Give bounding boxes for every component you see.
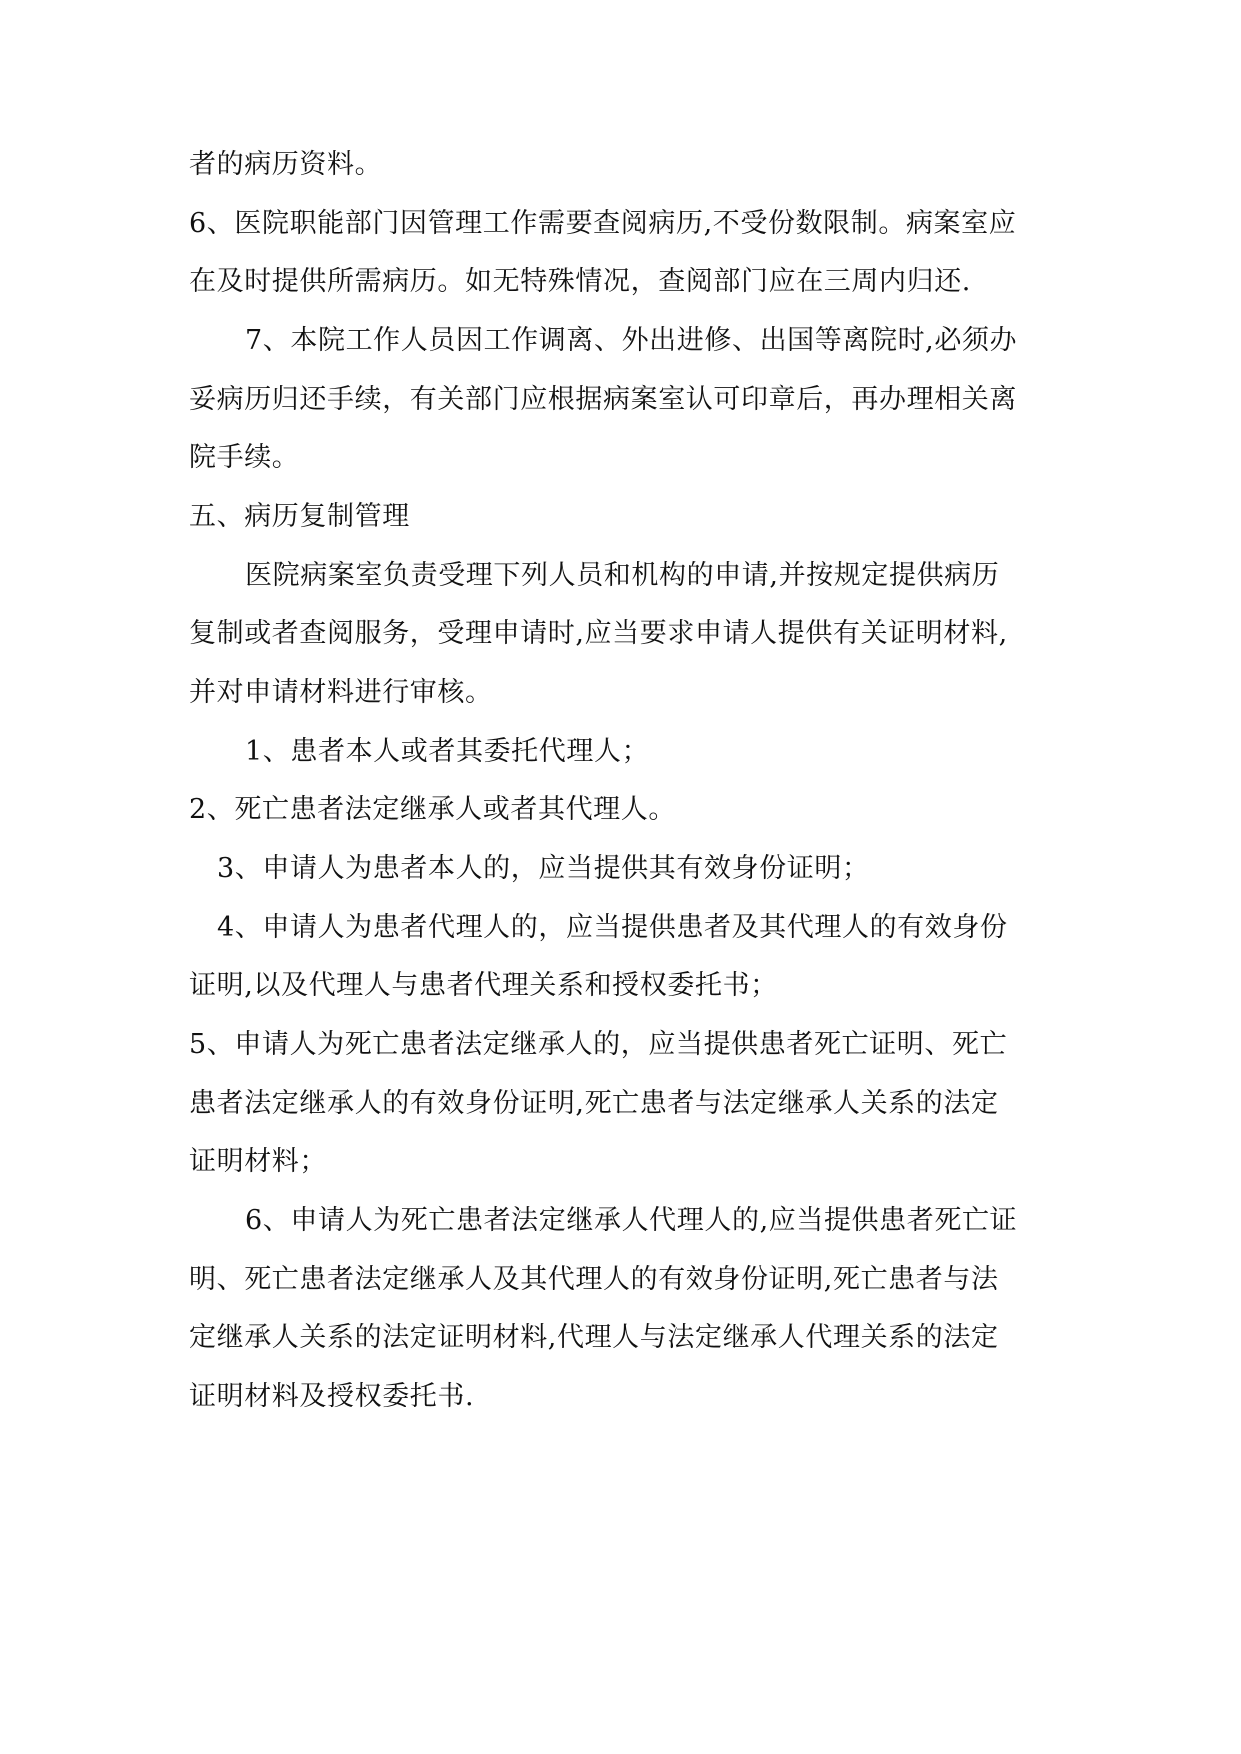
text-line: 定继承人关系的法定证明材料,代理人与法定继承人代理关系的法定 bbox=[189, 1322, 999, 1353]
text-line: 7、本院工作人员因工作调离、外出进修、出国等离院时,必须办 bbox=[245, 325, 1018, 356]
text-line: 3、申请人为患者本人的，应当提供其有效身份证明； bbox=[217, 853, 870, 884]
text-line: 院手续。 bbox=[189, 442, 300, 473]
text-line: 4、申请人为患者代理人的，应当提供患者及其代理人的有效身份 bbox=[217, 912, 1008, 943]
text-line: 6、申请人为死亡患者法定继承人代理人的,应当提供患者死亡证 bbox=[245, 1205, 1018, 1236]
section-heading: 五、病历复制管理 bbox=[189, 501, 410, 532]
text-line: 6、医院职能部门因管理工作需要查阅病历,不受份数限制。病案室应 bbox=[189, 208, 1017, 239]
text-line: 证明材料及授权委托书. bbox=[189, 1381, 475, 1412]
text-line: 明、死亡患者法定继承人及其代理人的有效身份证明,死亡患者与法 bbox=[189, 1264, 999, 1295]
text-line: 证明材料； bbox=[189, 1146, 327, 1177]
text-line: 患者法定继承人的有效身份证明,死亡患者与法定继承人关系的法定 bbox=[189, 1088, 999, 1119]
text-line: 复制或者查阅服务，受理申请时,应当要求申请人提供有关证明材料, bbox=[189, 618, 1008, 649]
text-line: 证明,以及代理人与患者代理关系和授权委托书； bbox=[189, 970, 778, 1001]
text-line: 在及时提供所需病历。如无特殊情况，查阅部门应在三周内归还. bbox=[189, 266, 971, 297]
text-line: 妥病历归还手续，有关部门应根据病案室认可印章后，再办理相关离 bbox=[189, 384, 1017, 415]
text-line: 1、患者本人或者其委托代理人； bbox=[245, 736, 650, 767]
text-line: 5、申请人为死亡患者法定继承人的，应当提供患者死亡证明、死亡 bbox=[189, 1029, 1008, 1060]
text-line: 者的病历资料。 bbox=[189, 149, 383, 180]
text-line: 2、死亡患者法定继承人或者其代理人。 bbox=[189, 794, 676, 825]
text-line: 医院病案室负责受理下列人员和机构的申请,并按规定提供病历 bbox=[245, 560, 1000, 591]
text-line: 并对申请材料进行审核。 bbox=[189, 677, 493, 708]
